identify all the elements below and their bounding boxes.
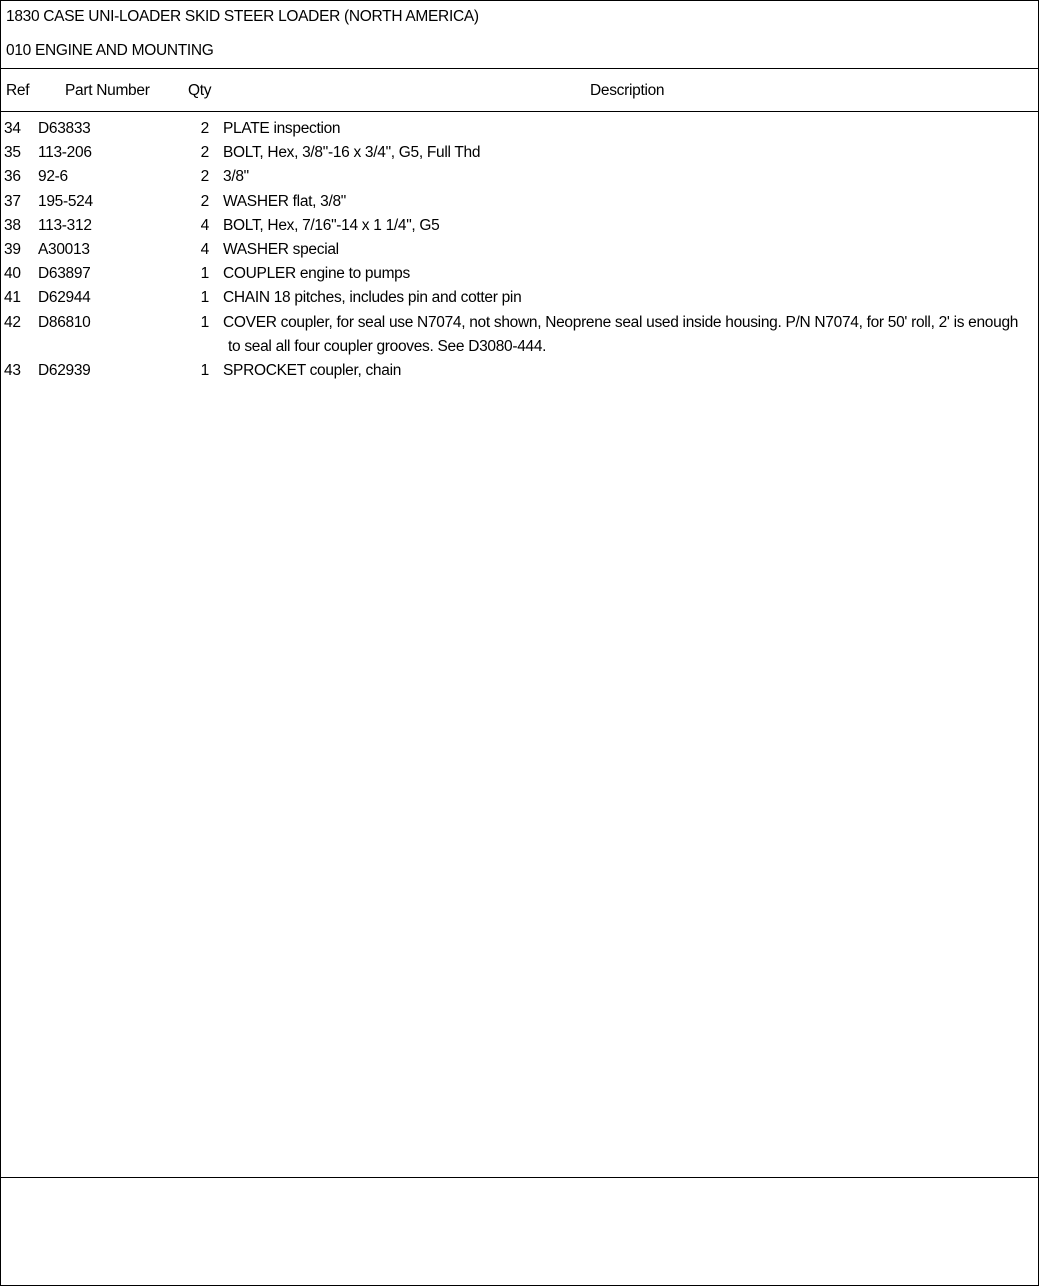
description-text: CHAIN 18 pitches, includes pin and cotter pin — [223, 289, 522, 307]
header-divider-bottom — [1, 111, 1038, 112]
part-number-cell: A30013 — [38, 241, 90, 259]
qty-cell: 4 — [200, 216, 209, 234]
ref-cell: 38 — [4, 216, 21, 234]
table-row — [1, 190, 1038, 214]
ref-cell: 37 — [4, 192, 21, 210]
qty-cell: 1 — [200, 265, 209, 283]
table-row — [1, 165, 1038, 189]
qty-cell: 1 — [200, 289, 209, 307]
description-cell — [223, 165, 1038, 189]
model-title: 1830 CASE UNI-LOADER SKID STEER LOADER (NORTH AMERICA) — [6, 8, 479, 25]
column-header-ref: Ref — [6, 82, 30, 99]
ref-cell: 39 — [4, 241, 21, 259]
description-cell — [223, 286, 1038, 310]
description-text: BOLT, Hex, 7/16"-14 x 1 1/4", G5 — [223, 216, 440, 234]
table-row — [1, 238, 1038, 262]
ref-cell: 35 — [4, 144, 21, 162]
ref-cell: 36 — [4, 168, 21, 186]
column-header-qty: Qty — [188, 82, 212, 99]
qty-cell: 2 — [200, 168, 209, 186]
part-number-cell: D86810 — [38, 313, 91, 331]
parts-table — [1, 117, 1038, 383]
description-cell — [223, 262, 1038, 286]
table-row — [1, 262, 1038, 286]
description-text: COUPLER engine to pumps — [223, 265, 410, 283]
column-header-description: Description — [590, 82, 665, 99]
part-number-cell: D63833 — [38, 120, 91, 137]
header-divider-top — [1, 68, 1038, 69]
description-cell — [223, 359, 1038, 383]
footer-area — [1, 1178, 1038, 1285]
section-title: 010 ENGINE AND MOUNTING — [6, 42, 214, 59]
description-text: PLATE inspection — [223, 120, 341, 137]
ref-cell: 42 — [4, 313, 21, 331]
description-text: 3/8" — [223, 168, 249, 186]
qty-cell: 2 — [200, 120, 209, 137]
qty-cell: 4 — [200, 241, 209, 259]
description-cell — [223, 311, 1038, 359]
part-number-cell: D62939 — [38, 362, 91, 380]
part-number-cell: D63897 — [38, 265, 91, 283]
table-row — [1, 141, 1038, 165]
table-row — [1, 214, 1038, 238]
column-header-part-number: Part Number — [65, 82, 150, 99]
qty-cell: 1 — [200, 362, 209, 380]
description-text: WASHER flat, 3/8" — [223, 192, 347, 210]
ref-cell: 40 — [4, 265, 21, 283]
table-row — [1, 311, 1038, 359]
description-continuation: to seal all four coupler grooves. See D3080-444. — [228, 337, 547, 355]
qty-cell: 2 — [200, 192, 209, 210]
part-number-cell: D62944 — [38, 289, 91, 307]
table-row — [1, 359, 1038, 383]
part-number-cell: 113-312 — [38, 216, 92, 234]
ref-cell: 43 — [4, 362, 21, 380]
ref-cell: 41 — [4, 289, 21, 307]
part-number-cell: 92-6 — [38, 168, 68, 186]
description-text: SPROCKET coupler, chain — [223, 362, 402, 380]
ref-cell: 34 — [4, 120, 21, 137]
description-cell — [223, 117, 1038, 141]
table-row — [1, 117, 1038, 141]
description-text: COVER coupler, for seal use N7074, not shown, Neoprene seal used inside housing. P/N N7074, for 50' roll, 2' is enough — [223, 313, 1019, 331]
qty-cell: 1 — [200, 313, 209, 331]
part-number-cell: 113-206 — [38, 144, 92, 162]
description-cell — [223, 190, 1038, 214]
qty-cell: 2 — [200, 144, 209, 162]
table-row — [1, 286, 1038, 310]
description-text: WASHER special — [223, 241, 339, 259]
description-cell — [223, 214, 1038, 238]
description-cell — [223, 238, 1038, 262]
description-text: BOLT, Hex, 3/8"-16 x 3/4", G5, Full Thd — [223, 144, 481, 162]
description-cell — [223, 141, 1038, 165]
part-number-cell: 195-524 — [38, 192, 93, 210]
